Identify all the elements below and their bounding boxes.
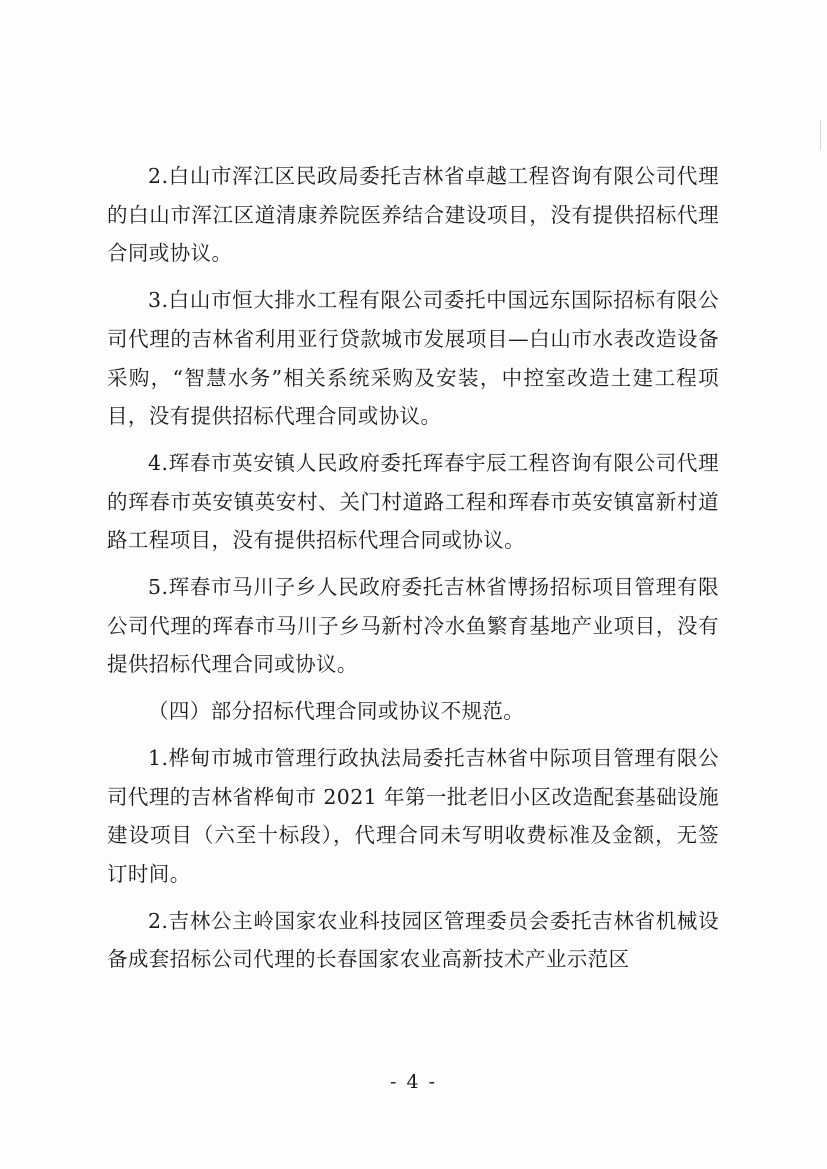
paragraph-item-5: 5.珲春市马川子乡人民政府委托吉林省博扬招标项目管理有限公司代理的珲春市马川子乡马新村冷水鱼繁育基地产业项目，没有提供招标代理合同或协议。 <box>107 575 719 677</box>
paragraph-item-2: 2.白山市浑江区民政局委托吉林省卓越工程咨询有限公司代理的白山市浑江区道清康养院医养结合建设项目，没有提供招标代理合同或协议。 <box>107 164 719 266</box>
paragraph-item-1: 1.桦甸市城市管理行政执法局委托吉林省中际项目管理有限公司代理的吉林省桦甸市 2021 年第一批老旧小区改造配套基础设施建设项目（六至十标段），代理合同未写明收费标准及金额，无签订时间。 <box>107 745 719 886</box>
paragraph-item-2-continued: 2.吉林公主岭国家农业科技园区管理委员会委托吉林省机械设备成套招标公司代理的长春国家农业高新技术产业示范区 <box>107 908 719 972</box>
page-number: - 4 - <box>389 1071 437 1093</box>
scan-edge-mark <box>820 120 821 150</box>
section-heading-four: （四）部分招标代理合同或协议不规范。 <box>148 699 525 724</box>
paragraph-item-3: 3.白山市恒大排水工程有限公司委托中国远东国际招标有限公司代理的吉林省利用亚行贷款城市发展项目—白山市水表改造设备采购，“智慧水务”相关系统采购及安装，中控室改造土建工程项目，没有提供招标代理合同或协议。 <box>107 288 719 429</box>
paragraph-item-4: 4.珲春市英安镇人民政府委托珲春宇辰工程咨询有限公司代理的珲春市英安镇英安村、关门村道路工程和珲春市英安镇富新村道路工程项目，没有提供招标代理合同或协议。 <box>107 450 719 553</box>
document-body <box>107 157 719 979</box>
